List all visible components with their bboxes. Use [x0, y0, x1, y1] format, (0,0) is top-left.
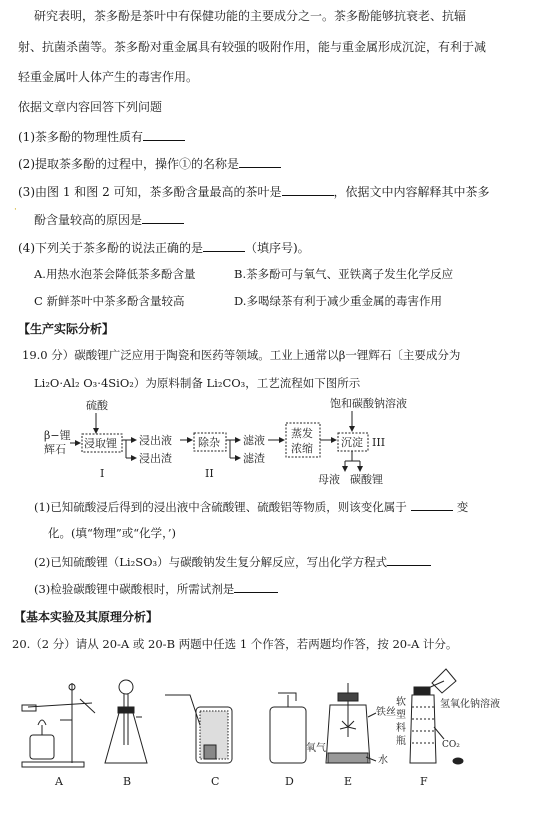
caption-a: A [55, 775, 63, 788]
option-d: D.多喝绿茶有利于减少重金属的毒害作用 [234, 294, 442, 308]
intro-line-3: 轻重金属叶人体产生的毒害作用。 [18, 70, 199, 84]
caption-d: D [285, 775, 294, 788]
q19-part-3 [34, 580, 278, 597]
label-step-2: II [205, 467, 214, 480]
option-c: C 新鲜茶叶中茶多酚含量较高 [34, 294, 185, 308]
box-impurity-removal: 除杂 [198, 436, 220, 449]
apparatus-a [22, 683, 95, 767]
q19-part-2-text: (2)已知硫酸锂（Li₂SO₃）与碳酸钠发生复分解反应，写出化学方程式 [34, 555, 388, 569]
question-4-text: (4)下列关于茶多酚的说法正确的是 [18, 241, 203, 255]
answer-blank[interactable] [239, 155, 281, 168]
label-soft-1: 软 [396, 697, 406, 708]
label-filtrate: 滤液 [243, 434, 265, 447]
caption-e: E [344, 775, 353, 788]
option-a: A.用热水泡茶会降低茶多酚含量 [34, 267, 196, 281]
question-3-text-2: ，依据文中内容解释其中茶多 [333, 185, 490, 199]
label-naoh-solution: 氢氧化钠溶液 [440, 699, 500, 710]
q19-part-1-text-2: 变 [456, 500, 469, 514]
q19-stem-1: 19.0 分）碳酸锂广泛应用于陶瓷和医药等领域。工业上通常以β一锂辉石〔主要成分为 [22, 348, 461, 362]
answer-blank[interactable] [143, 128, 185, 141]
label-soft-2: 塑 [396, 710, 406, 721]
label-co2: CO₂ [442, 740, 460, 750]
box-leach: 浸取锂 [84, 437, 117, 450]
answer-blank[interactable] [411, 498, 453, 511]
answer-blank[interactable] [282, 183, 334, 196]
q19-part-3-text: (3)检验碳酸锂中碳酸根时，所需试剂是 [34, 582, 235, 596]
caption-c: C [211, 775, 220, 788]
process-flow-diagram [0, 395, 557, 495]
label-filter-residue: 滤渣 [243, 452, 265, 465]
label-raw-material-2: 辉石 [44, 443, 66, 456]
label-water: 水 [378, 755, 388, 766]
apparatus-e [326, 683, 376, 763]
label-iron-wire: 铁丝 [376, 707, 396, 718]
section-heading-production: 【生产实际分析】 [18, 322, 115, 336]
question-3-continued [34, 211, 184, 228]
intro-line-2: 射、抗菌杀菌等。茶多酚对重金属具有较强的吸附作用，能与重金属形成沉淀，有利于减 [18, 40, 487, 54]
intro-line-1: 研究表明，茶多酚是茶叶中有保健功能的主要成分之一。茶多酚能够抗衰老、抗辐 [34, 9, 467, 23]
label-step-1: I [100, 467, 105, 480]
q19-part-2 [34, 553, 431, 570]
label-leach-residue: 浸出渣 [139, 452, 172, 465]
caption-f: F [420, 775, 428, 788]
apparatus-c [165, 695, 232, 763]
label-step-3: III [372, 436, 386, 449]
question-1-text: (1)茶多酚的物理性质有 [18, 130, 143, 144]
question-4-hint: （填序号)。 [245, 241, 310, 255]
apparatus-d [270, 693, 306, 763]
option-b: B.茶多酚可与氧气、亚铁离子发生化学反应 [234, 267, 454, 281]
q20-stem: 20.（2 分）请从 20-A 或 20-B 两题中任选 1 个作答，若两题均作答，按 20-A 计分。 [12, 637, 458, 651]
question-3-text: (3)由图 1 和图 2 可知，茶多酚含量最高的茶叶是 [18, 185, 282, 199]
label-lithium-carbonate: 碳酸锂 [350, 473, 383, 486]
instruction: 依据文章内容回答下列问题 [18, 100, 163, 114]
box-precipitate: 沉淀 [341, 436, 363, 449]
section-heading-basic: 【基本实验及其原理分析】 [14, 610, 159, 624]
label-soft-3: 料 [396, 723, 406, 734]
question-3 [18, 183, 490, 200]
question-3-cont-text: 酚含量较高的原因是 [34, 213, 143, 227]
apparatus-b [105, 680, 147, 763]
label-mother-liquor: 母液 [318, 473, 340, 486]
q19-stem-2: Li₂O·Al₂ O₃·4SiO₂）为原料制备 Li₂CO₃，工艺流程如下图所示 [34, 376, 361, 390]
label-raw-material: β−锂 [44, 429, 71, 442]
answer-blank[interactable] [387, 553, 431, 566]
question-2-text: (2)提取茶多酚的过程中，操作①的名称是 [18, 157, 239, 171]
label-oxygen: 氧气 [306, 743, 326, 754]
label-soft-4: 瓶 [396, 736, 406, 747]
question-2 [18, 155, 281, 172]
answer-blank[interactable] [234, 580, 278, 593]
answer-blank[interactable] [203, 239, 245, 252]
question-4 [18, 239, 310, 256]
q19-part-1-text: (1)已知硫酸浸后得到的浸出液中含硫酸锂、硫酸铝等物质，则该变化属于 [34, 500, 407, 514]
box-concentrate: 浓缩 [291, 442, 313, 455]
question-1 [18, 128, 185, 145]
margin-dot: · [14, 205, 17, 215]
answer-blank[interactable] [142, 211, 184, 224]
box-evaporate: 蒸发 [291, 427, 313, 440]
q19-part-1 [34, 498, 468, 515]
label-saturated-na2co3: 饱和碳酸钠溶液 [330, 397, 407, 410]
q19-part-1-cont: 化。(填“物理”或“化学，’) [48, 526, 177, 540]
apparatus-figure [0, 665, 557, 800]
caption-b: B [123, 775, 132, 788]
label-sulfuric-acid: 硫酸 [86, 399, 108, 412]
label-leach-liquid: 浸出液 [139, 434, 172, 447]
